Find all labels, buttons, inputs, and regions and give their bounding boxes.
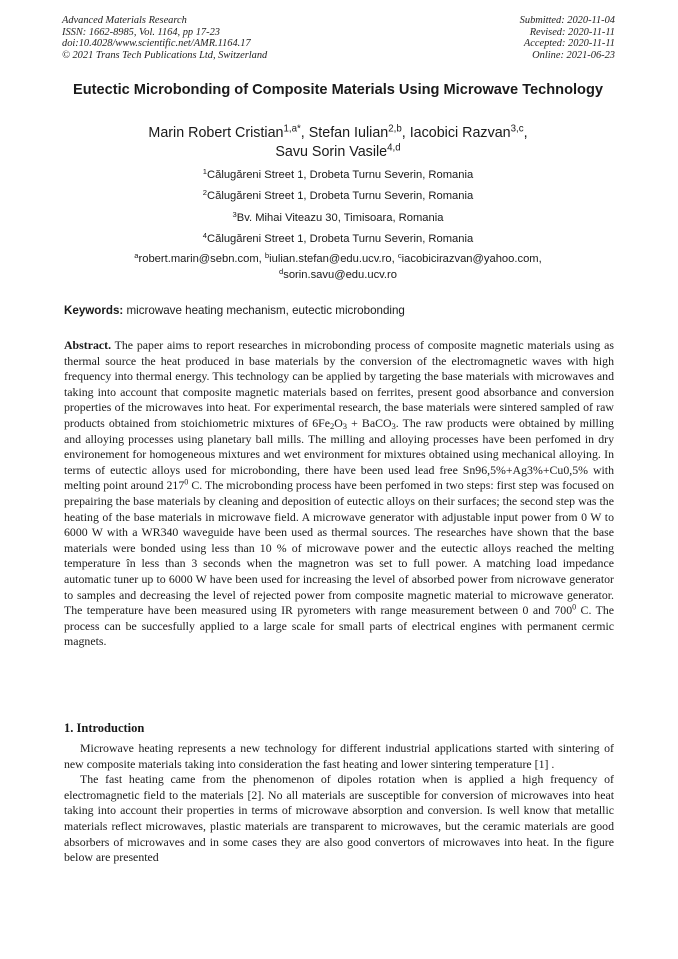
paragraph: Microwave heating represents a new technology for different industrial applications started with sintering of new composite materials taking into consideration the fast heating and lower sintering temperature [1] . bbox=[64, 741, 614, 771]
author-affiliation-mark: 4,d bbox=[387, 142, 401, 154]
email-address: sorin.savu@edu.ucv.ro bbox=[283, 268, 397, 281]
author-affiliation-mark: 2,b bbox=[388, 123, 402, 135]
abstract-label: Abstract. bbox=[64, 338, 112, 352]
affiliation-list bbox=[62, 166, 614, 251]
date-submitted: Submitted: 2020-11-04 bbox=[519, 15, 615, 26]
email-address: iacobicirazvan@yahoo.com, bbox=[401, 253, 542, 265]
paper-title: Eutectic Microbonding of Composite Materials Using Microwave Technology bbox=[72, 82, 604, 98]
journal-name: Advanced Materials Research bbox=[62, 15, 187, 26]
affiliation: $^3$Bv. Mihai Viteazu 30, Timisoara, Romania bbox=[232, 209, 444, 224]
email-list: $^a$robert.marin@sebn.com, $^b$iulian.stefan@edu.ucv.ro, $^c$iacobicirazvan@yahoo.com, $^d$sorin.savu@edu.ucv.ro bbox=[134, 250, 542, 281]
author-name: Savu Sorin Vasile bbox=[275, 144, 388, 160]
date-accepted: Accepted: 2020-11-11 bbox=[523, 38, 615, 49]
journal-doi: doi:10.4028/www.scientific.net/AMR.1164.17 bbox=[62, 38, 251, 49]
author-affiliation-mark: 1,a* bbox=[283, 123, 301, 135]
affiliation: $^2$Călugăreni Street 1, Drobeta Turnu Severin, Romania bbox=[202, 188, 474, 203]
email-address: robert.marin@sebn.com, bbox=[138, 253, 265, 265]
date-online: Online: 2021-06-23 bbox=[532, 49, 615, 61]
author-list: Marin Robert Cristian$^{1,a*}$, Stefan Iulian$^{2,b}$, Iacobici Razvan$^{3,c}$, Savu Sorin Vasile$^{4,d}$ bbox=[148, 123, 528, 160]
keywords bbox=[64, 303, 616, 318]
introduction-body bbox=[64, 741, 614, 866]
author-name: Marin Robert Cristian bbox=[148, 125, 284, 141]
journal-issn: ISSN: 1662-8985, Vol. 1164, pp 17-23 bbox=[62, 26, 220, 38]
abstract: Abstract. The paper aims to report researches in microbonding process of composite magnetic materials using as thermal source the heat produced in base materials by the conversion of the electromagnetic waves with high frequency into thermal energy. This technology can be applied by targeting the base materials with microwaves and taking into account that composite magnetic materials based on ferrites, present good absorbance and conversion properties of the microwaves into heat. For experimental research, the base materials were sintered sampled of raw products obtained from stoichiometric mixtures of $6Fe_2O_3$ + BaCO$_3$. The raw products were obtained by milling and alloying processes using planetary ball mills. The milling and alloying processes have been perfomed in dry environement for homogeneous mixtures and wet environment for mixtures obtained using mechanical alloying. In terms of eutectic alloys used for microbonding, there have been used lead free Sn96,5%+Ag3%+Cu0,5% with melting point around $217^0$ C. The microbonding process have been perfomed in two steps: first step was focused on prepairing the base materials by cleaning and deposition of eutectic alloys on their surfaces; the second step was the heating of the base materials in microwave field. A microwave generator with adjustable input power from 0 W to 6000 W with a WR340 waveguide have been used as thermal sources. The researches have shown that the base materials were bonded using less than 10 % of microwave power and the eutectic alloys reached the melting temperature în less than 3 seconds when the magnetron was set to full power. A matching load impedance automatic tuner up to 6000 W have been used for increasing the level of absorbed power from nicrowave generator to samples and decreasing the level of rejected power from composite magnetic material to microwave generator. The temperature have been measured using IR pyrometers with range measurement between 0 and $700^0$ C. The process can be succesfully applied to a large scale for small parts of electrical engines with permanent cermic magnets. bbox=[64, 338, 615, 649]
affiliation: $^1$Călugăreni Street 1, Drobeta Turnu Severin, Romania bbox=[202, 166, 474, 181]
keywords-label: Keywords: bbox=[64, 304, 124, 317]
email-address: iulian.stefan@edu.ucv.ro, bbox=[269, 253, 398, 265]
paragraph: The fast heating came from the phenomenon of dipoles rotation when is applied a high frequency of electromagnetic field to the materials [2]. No all materials are susceptible for conversion of microwaves into heat taking into account their properties in terms of microwave absorption and conversion. Is well know that metallic materials reflect microwaves, plastic materials are transparent to microwaves, but the ceramic materials are good absorbers of microwaves and in some cases they are also good convertors of microwaves into heat. In the figure below are presented bbox=[64, 772, 614, 865]
date-revised: Revised: 2020-11-11 bbox=[529, 26, 615, 38]
dates-header bbox=[520, 15, 615, 61]
author-name: Stefan Iulian bbox=[308, 125, 389, 141]
journal-header bbox=[62, 15, 267, 61]
affiliation: $^4$Călugăreni Street 1, Drobeta Turnu Severin, Romania bbox=[202, 230, 474, 245]
journal-copyright: © 2021 Trans Tech Publications Ltd, Switzerland bbox=[62, 49, 268, 61]
keywords-text: microwave heating mechanism, eutectic microbonding bbox=[123, 304, 405, 317]
author-affiliation-mark: 3,c bbox=[510, 123, 524, 135]
section-heading: 1. Introduction bbox=[64, 721, 145, 735]
author-name: Iacobici Razvan bbox=[409, 125, 511, 141]
